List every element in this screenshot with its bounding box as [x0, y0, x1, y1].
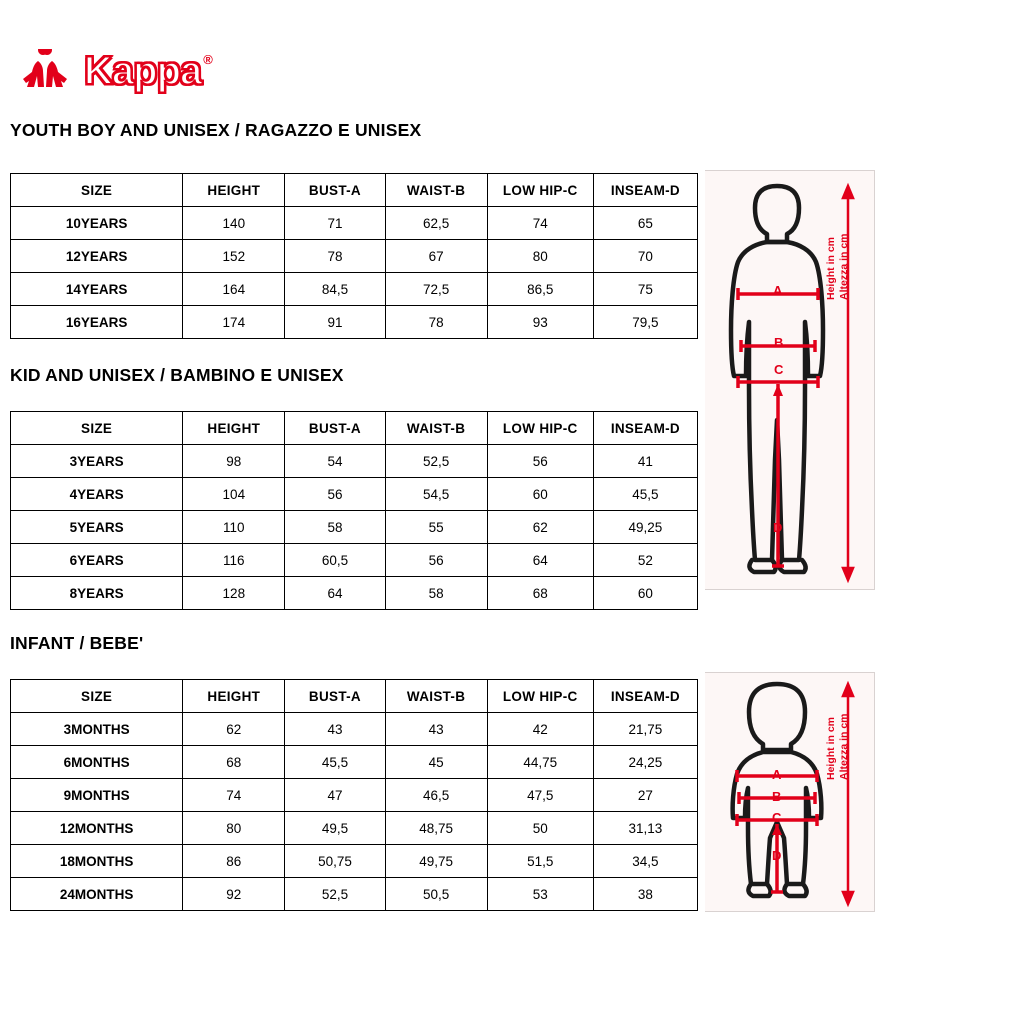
cell-waist: 43	[385, 713, 487, 746]
column-header-bust: BUST-A	[285, 412, 385, 445]
cell-lowhip: 51,5	[487, 845, 593, 878]
cell-lowhip: 86,5	[487, 273, 593, 306]
cell-lowhip: 53	[487, 878, 593, 911]
cell-bust: 84,5	[285, 273, 385, 306]
cell-height: 62	[183, 713, 285, 746]
cell-size: 8YEARS	[11, 577, 183, 610]
marker-a-infant: A	[772, 767, 782, 782]
brand-name: Kappa	[84, 48, 202, 93]
table-row	[11, 845, 698, 878]
cell-inseam: 65	[593, 207, 697, 240]
height-label-it-infant: Altezza in cm	[838, 713, 850, 780]
cell-bust: 58	[285, 511, 385, 544]
cell-waist: 49,75	[385, 845, 487, 878]
cell-size: 9MONTHS	[11, 779, 183, 812]
kappa-logo	[10, 46, 290, 96]
table-row	[11, 273, 698, 306]
cell-inseam: 27	[593, 779, 697, 812]
cell-height: 110	[183, 511, 285, 544]
cell-size: 18MONTHS	[11, 845, 183, 878]
cell-bust: 50,75	[285, 845, 385, 878]
cell-height: 128	[183, 577, 285, 610]
section-title-kid: KID AND UNISEX / BAMBINO E UNISEX	[10, 365, 344, 385]
cell-inseam: 34,5	[593, 845, 697, 878]
cell-inseam: 38	[593, 878, 697, 911]
cell-size: 10YEARS	[11, 207, 183, 240]
cell-lowhip: 42	[487, 713, 593, 746]
table-header-row	[11, 174, 698, 207]
column-header-waist: WAIST-B	[385, 412, 487, 445]
table-row	[11, 306, 698, 339]
cell-size: 14YEARS	[11, 273, 183, 306]
cell-waist: 78	[385, 306, 487, 339]
cell-bust: 71	[285, 207, 385, 240]
cell-size: 12MONTHS	[11, 812, 183, 845]
cell-inseam: 45,5	[593, 478, 697, 511]
table-row	[11, 445, 698, 478]
cell-lowhip: 93	[487, 306, 593, 339]
column-header-lowhip: LOW HIP-C	[487, 412, 593, 445]
column-header-height: HEIGHT	[183, 174, 285, 207]
cell-height: 116	[183, 544, 285, 577]
cell-waist: 62,5	[385, 207, 487, 240]
cell-height: 164	[183, 273, 285, 306]
table-row	[11, 478, 698, 511]
cell-height: 174	[183, 306, 285, 339]
cell-lowhip: 68	[487, 577, 593, 610]
cell-size: 6MONTHS	[11, 746, 183, 779]
cell-waist: 50,5	[385, 878, 487, 911]
column-header-bust: BUST-A	[285, 174, 385, 207]
registered-mark: ®	[203, 52, 213, 67]
cell-bust: 54	[285, 445, 385, 478]
cell-inseam: 31,13	[593, 812, 697, 845]
cell-lowhip: 47,5	[487, 779, 593, 812]
cell-size: 3MONTHS	[11, 713, 183, 746]
cell-height: 140	[183, 207, 285, 240]
table-row	[11, 207, 698, 240]
table-header-row	[11, 412, 698, 445]
cell-lowhip: 62	[487, 511, 593, 544]
cell-height: 152	[183, 240, 285, 273]
panel-divider-right	[874, 170, 875, 590]
cell-inseam: 41	[593, 445, 697, 478]
kappa-omini-logo-icon	[10, 49, 80, 93]
cell-size: 5YEARS	[11, 511, 183, 544]
figure-youth-panel	[705, 170, 875, 590]
cell-bust: 52,5	[285, 878, 385, 911]
marker-c-youth: C	[774, 362, 784, 377]
column-header-height: HEIGHT	[183, 680, 285, 713]
cell-waist: 56	[385, 544, 487, 577]
cell-bust: 45,5	[285, 746, 385, 779]
cell-bust: 78	[285, 240, 385, 273]
table-row	[11, 511, 698, 544]
cell-lowhip: 64	[487, 544, 593, 577]
cell-bust: 47	[285, 779, 385, 812]
cell-waist: 48,75	[385, 812, 487, 845]
column-header-inseam: INSEAM-D	[593, 680, 697, 713]
cell-lowhip: 74	[487, 207, 593, 240]
cell-size: 12YEARS	[11, 240, 183, 273]
cell-bust: 64	[285, 577, 385, 610]
cell-inseam: 52	[593, 544, 697, 577]
cell-height: 80	[183, 812, 285, 845]
cell-inseam: 75	[593, 273, 697, 306]
cell-size: 4YEARS	[11, 478, 183, 511]
cell-height: 86	[183, 845, 285, 878]
marker-a-youth: A	[773, 283, 783, 298]
panel-divider-top	[705, 672, 875, 673]
section-title-youth: YOUTH BOY AND UNISEX / RAGAZZO E UNISEX	[10, 120, 422, 140]
column-header-waist: WAIST-B	[385, 680, 487, 713]
cell-size: 3YEARS	[11, 445, 183, 478]
cell-inseam: 21,75	[593, 713, 697, 746]
cell-height: 74	[183, 779, 285, 812]
cell-height: 104	[183, 478, 285, 511]
cell-inseam: 70	[593, 240, 697, 273]
cell-size: 16YEARS	[11, 306, 183, 339]
table-row	[11, 240, 698, 273]
cell-waist: 45	[385, 746, 487, 779]
cell-height: 92	[183, 878, 285, 911]
panel-divider-bottom	[705, 911, 875, 912]
cell-height: 68	[183, 746, 285, 779]
column-header-size: SIZE	[11, 174, 183, 207]
size-table-infant	[10, 679, 698, 911]
marker-b-youth: B	[774, 335, 784, 350]
cell-inseam: 60	[593, 577, 697, 610]
marker-b-infant: B	[772, 789, 782, 804]
cell-waist: 54,5	[385, 478, 487, 511]
cell-bust: 49,5	[285, 812, 385, 845]
height-label-it-youth: Altezza in cm	[838, 233, 850, 300]
height-label-en-youth: Height in cm	[825, 236, 837, 300]
body-measurement-diagram-infant-icon	[705, 672, 875, 912]
size-table-youth	[10, 173, 698, 339]
marker-d-youth: D	[773, 520, 783, 535]
cell-inseam: 79,5	[593, 306, 697, 339]
column-header-size: SIZE	[11, 680, 183, 713]
marker-c-infant: C	[772, 810, 782, 825]
column-header-bust: BUST-A	[285, 680, 385, 713]
table-row	[11, 713, 698, 746]
cell-lowhip: 80	[487, 240, 593, 273]
table-header-row	[11, 680, 698, 713]
table-row	[11, 812, 698, 845]
cell-waist: 72,5	[385, 273, 487, 306]
cell-bust: 91	[285, 306, 385, 339]
cell-waist: 46,5	[385, 779, 487, 812]
column-header-size: SIZE	[11, 412, 183, 445]
table-row	[11, 779, 698, 812]
cell-lowhip: 50	[487, 812, 593, 845]
section-title-infant: INFANT / BEBE'	[10, 633, 144, 653]
column-header-height: HEIGHT	[183, 412, 285, 445]
column-header-waist: WAIST-B	[385, 174, 487, 207]
column-header-lowhip: LOW HIP-C	[487, 680, 593, 713]
panel-divider-top	[705, 170, 875, 171]
cell-bust: 56	[285, 478, 385, 511]
cell-lowhip: 56	[487, 445, 593, 478]
table-row	[11, 544, 698, 577]
panel-divider-right	[874, 672, 875, 912]
cell-waist: 55	[385, 511, 487, 544]
cell-bust: 43	[285, 713, 385, 746]
cell-height: 98	[183, 445, 285, 478]
size-table-kid	[10, 411, 698, 610]
column-header-lowhip: LOW HIP-C	[487, 174, 593, 207]
cell-inseam: 24,25	[593, 746, 697, 779]
cell-waist: 67	[385, 240, 487, 273]
cell-size: 24MONTHS	[11, 878, 183, 911]
cell-bust: 60,5	[285, 544, 385, 577]
cell-waist: 52,5	[385, 445, 487, 478]
cell-waist: 58	[385, 577, 487, 610]
cell-inseam: 49,25	[593, 511, 697, 544]
panel-divider-bottom	[705, 589, 875, 590]
table-row	[11, 577, 698, 610]
table-row	[11, 746, 698, 779]
height-label-en-infant: Height in cm	[825, 716, 837, 780]
cell-size: 6YEARS	[11, 544, 183, 577]
cell-lowhip: 44,75	[487, 746, 593, 779]
column-header-inseam: INSEAM-D	[593, 412, 697, 445]
table-row	[11, 878, 698, 911]
column-header-inseam: INSEAM-D	[593, 174, 697, 207]
marker-d-infant: D	[772, 848, 782, 863]
figure-infant-panel	[705, 672, 875, 912]
cell-lowhip: 60	[487, 478, 593, 511]
